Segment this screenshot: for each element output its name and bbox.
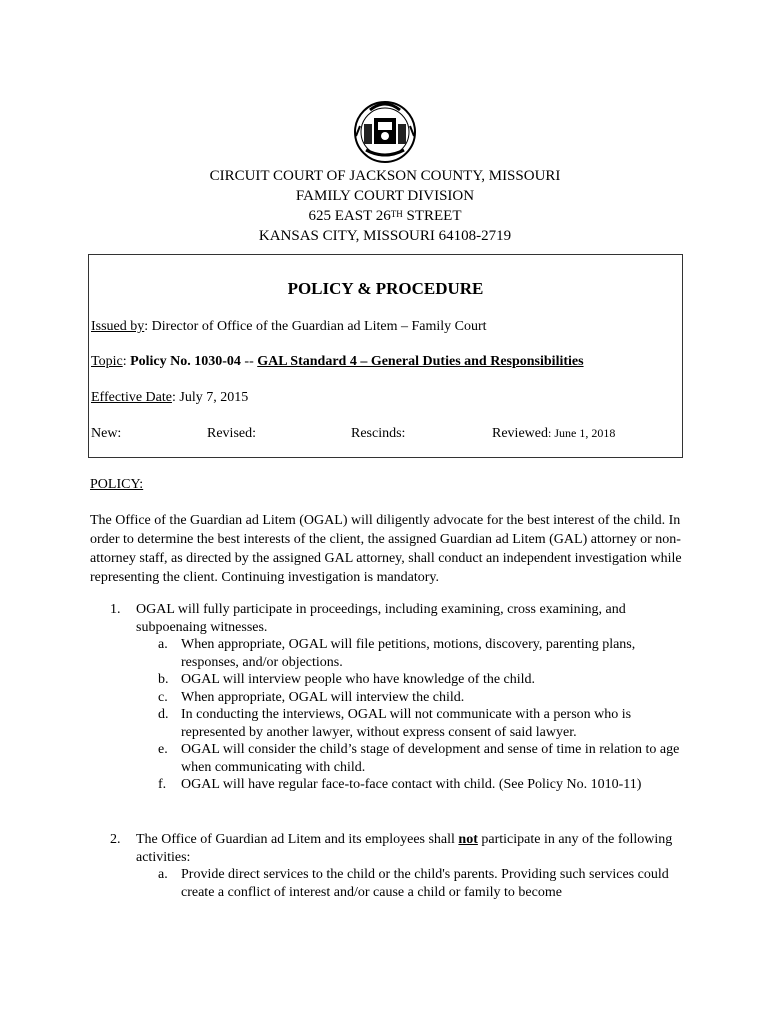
issued-by-label: Issued by [91,319,145,334]
issued-by-value: : Director of Office of the Guardian ad Litem – Family Court [144,319,487,334]
court-street: 625 EAST 26TH STREET [308,208,462,224]
court-seal [352,96,418,166]
list-number: 1. [110,602,121,617]
policy-topic-title: GAL Standard 4 – General Duties and Responsibilities [257,354,584,369]
reviewed-date: : June 1, 2018 [547,426,616,440]
policy-number: Policy No. 1030-04 [130,354,241,369]
list-item-text: OGAL will fully participate in proceedings, including examining, cross examining, and subpoenaing witnesses. [136,602,626,635]
effective-date-label: Effective Date [91,390,172,405]
reviewed-label: Reviewed [492,426,548,441]
sub-item: d. In conducting the interviews, OGAL will not communicate with a person who is represented by another lawyer, without express consent of said lawyer. [158,707,632,740]
sub-item: f. OGAL will have regular face-to-face contact with child. (See Policy No. 1010-11) [158,777,642,792]
sub-item: a. Provide direct services to the child or the child's parents. Providing such services could create a conflict of interest and/or cause a child or family to become [158,867,669,900]
court-city: KANSAS CITY, MISSOURI 64108-2719 [258,228,512,244]
policy-paragraph: The Office of the Guardian ad Litem (OGAL) will diligently advocate for the best interest of the child. In order to determine the best interests of the client, the assigned Guardian ad Litem (GAL) attorney or non-attorney staff, as directed by the assigned GAL attorney, shall conduct an independent investigation while representing the client. Continuing investigation is mandatory. [90,513,682,585]
topic-label: Topic [91,354,123,369]
court-division: FAMILY COURT DIVISION [295,188,475,204]
policy-title: POLICY & PROCEDURE [287,279,484,298]
list-item-1 [110,601,680,794]
topic-line: Topic: Policy No. 1030-04 -- GAL Standard 4 – General Duties and Responsibilities [91,354,584,369]
sub-item: b. OGAL will interview people who have knowledge of the child. [158,672,536,687]
list-number: 2. [110,832,121,847]
rescinds-label: Rescinds: [351,426,406,441]
sub-item: c. When appropriate, OGAL will interview the child. [158,689,465,705]
policy-heading: POLICY: [90,477,144,492]
reviewed-field [492,426,615,442]
court-header [0,166,770,246]
policy-info-box [88,254,683,458]
new-label: New: [91,426,122,441]
sub-item: a. When appropriate, OGAL will file petitions, motions, discovery, parenting plans, responses, and/or objections. [158,637,636,670]
list-item-text: The Office of Guardian ad Litem and its employees shall not participate in any of the following activities: [136,832,673,865]
effective-date-value: : July 7, 2015 [171,390,249,405]
effective-date-line [91,390,248,406]
emphasis-not: not [458,832,478,847]
revised-label: Revised: [207,426,256,441]
sub-item: e. OGAL will consider the child’s stage of development and sense of time in relation to age when communicating with child. [158,742,680,775]
issued-by-line [91,319,487,335]
court-name: CIRCUIT COURT OF JACKSON COUNTY, MISSOURI [209,168,561,184]
list-item-2 [110,831,680,901]
